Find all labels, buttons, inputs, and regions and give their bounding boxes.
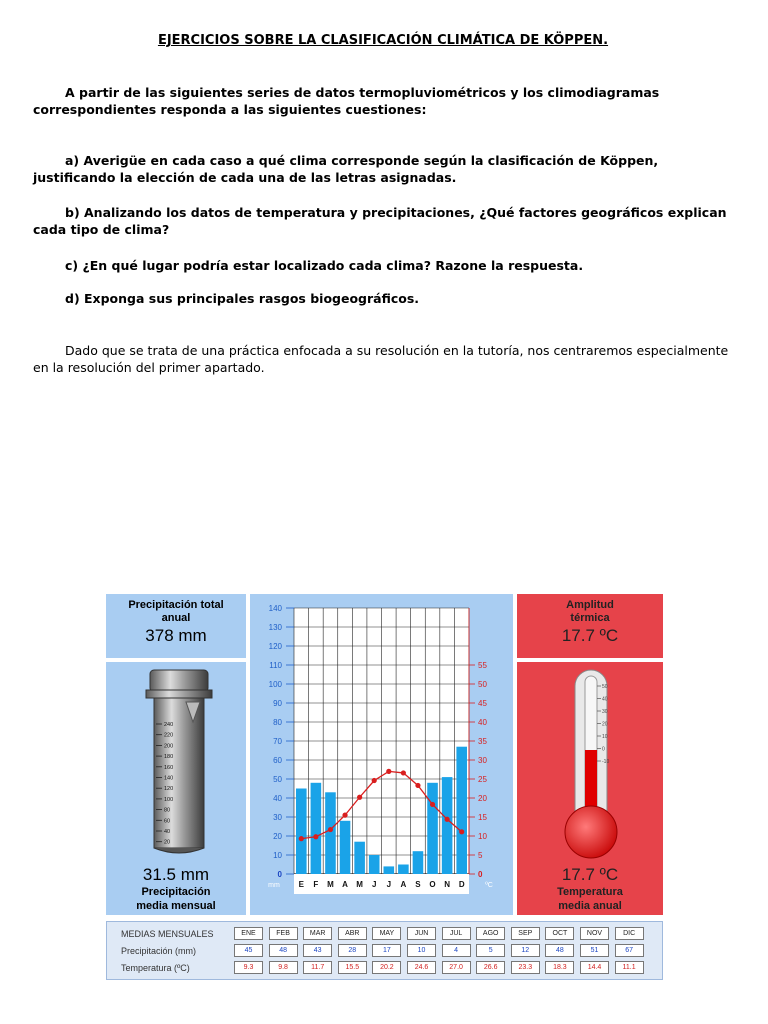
temp-point bbox=[459, 829, 464, 834]
temp-mean-panel bbox=[517, 662, 663, 915]
table-temp-cell: 15.5 bbox=[338, 961, 367, 974]
temp-point bbox=[386, 769, 391, 774]
thermo-tick-label: -10 bbox=[602, 759, 610, 765]
y-left-tick-label: 80 bbox=[273, 718, 282, 727]
temp-point bbox=[342, 813, 347, 818]
temp-point bbox=[415, 783, 420, 788]
note-paragraph: Dado que se trata de una práctica enfocada a su resolución en la tutoría, nos centraremos especialmente en la resolución del primer apartado. bbox=[33, 343, 729, 375]
amplitude-panel bbox=[517, 594, 663, 658]
climograph-chart bbox=[250, 594, 513, 915]
question-d: d) Exponga sus principales rasgos biogeográficos. bbox=[65, 291, 420, 306]
y-left-tick-label: 100 bbox=[268, 680, 282, 689]
table-month-cell: ENE bbox=[234, 927, 263, 940]
question-a: a) Averigüe en cada caso a qué clima corresponde según la clasificación de Köppen, justificando la elección de cada una de las letras asignadas. bbox=[33, 153, 659, 185]
gauge-tick-label: 20 bbox=[164, 839, 171, 846]
table-temp-cell: 11.7 bbox=[303, 961, 332, 974]
gauge-tick-label: 240 bbox=[164, 722, 174, 728]
temp-mean-label-1: Temperatura bbox=[557, 886, 623, 898]
temp-point bbox=[445, 817, 450, 822]
table-precip-cell: 12 bbox=[511, 944, 540, 957]
table-precip-cell: 51 bbox=[580, 944, 609, 957]
y-left-tick-label: 0 bbox=[277, 870, 282, 879]
rain-gauge-icon bbox=[106, 662, 246, 862]
document-title: EJERCICIOS SOBRE LA CLASIFICACIÓN CLIMÁTICA DE KÖPPEN. bbox=[157, 33, 609, 48]
y-right-tick-label: 10 bbox=[478, 832, 487, 841]
table-month-cell: FEB bbox=[269, 927, 298, 940]
y-left-tick-label: 130 bbox=[268, 623, 282, 632]
x-left-unit: mm bbox=[268, 882, 280, 889]
temp-point bbox=[357, 795, 362, 800]
y-left-tick-label: 110 bbox=[269, 661, 282, 670]
precip-total-value: 378 mm bbox=[145, 626, 207, 645]
table-precip-cell: 45 bbox=[234, 944, 263, 957]
y-left-tick-label: 60 bbox=[273, 756, 282, 765]
y-right-tick-label: 40 bbox=[478, 718, 487, 727]
table-precip-cell: 28 bbox=[338, 944, 367, 957]
table-month-cell: OCT bbox=[545, 927, 574, 940]
monthly-table bbox=[106, 921, 663, 980]
table-month-cell: JUL bbox=[442, 927, 471, 940]
gauge-tick-label: 40 bbox=[164, 829, 171, 835]
precip-total-panel bbox=[106, 594, 246, 658]
y-right-tick-label: 45 bbox=[478, 699, 487, 708]
gauge-tick-label: 160 bbox=[164, 764, 174, 771]
gauge-tick-label: 140 bbox=[164, 775, 174, 782]
amplitude-value: 17.7 ºC bbox=[561, 626, 619, 645]
temp-point bbox=[430, 802, 435, 807]
table-precip-cell: 17 bbox=[372, 944, 401, 957]
gauge-tick-label: 80 bbox=[164, 807, 171, 814]
month-label: D bbox=[458, 880, 465, 889]
temp-point bbox=[401, 770, 406, 775]
x-right-unit: ºC bbox=[485, 882, 493, 889]
y-left-tick-label: 20 bbox=[273, 832, 282, 841]
gauge-tick-label: 220 bbox=[164, 732, 174, 739]
table-precip-cell: 43 bbox=[303, 944, 332, 957]
precip-total-label-2: anual bbox=[161, 612, 191, 624]
intro-paragraph: A partir de las siguientes series de datos termopluviométricos y los climodiagramas correspondientes responda a las siguientes cuestiones: bbox=[33, 85, 660, 117]
month-label: J bbox=[386, 880, 392, 889]
precip-bar bbox=[311, 783, 322, 874]
month-label: O bbox=[429, 880, 436, 889]
gauge-tick-label: 60 bbox=[164, 818, 171, 825]
table-temp-cell: 11.1 bbox=[615, 961, 644, 974]
y-right-tick-label: 30 bbox=[478, 756, 487, 765]
table-temp-cell: 23.3 bbox=[511, 961, 540, 974]
table-precip-cell: 10 bbox=[407, 944, 436, 957]
table-precip-cell: 48 bbox=[269, 944, 298, 957]
y-left-tick-label: 40 bbox=[273, 794, 282, 803]
table-temp-cell: 20.2 bbox=[372, 961, 401, 974]
question-c: c) ¿En qué lugar podría estar localizado cada clima? Razone la respuesta. bbox=[65, 258, 584, 273]
y-left-tick-label: 10 bbox=[273, 851, 282, 860]
month-label: J bbox=[371, 880, 377, 889]
thermo-tick-label: 50 bbox=[602, 684, 608, 690]
gauge-tick-label: 100 bbox=[164, 796, 174, 803]
table-precip-cell: 67 bbox=[615, 944, 644, 957]
table-temp-cell: 9.8 bbox=[269, 961, 298, 974]
question-b: b) Analizando los datos de temperatura y precipitaciones, ¿Qué factores geográficos explican cada tipo de clima? bbox=[33, 205, 727, 237]
precip-bar bbox=[442, 777, 453, 874]
precip-bar bbox=[354, 842, 365, 874]
month-label: F bbox=[313, 880, 319, 889]
y-right-tick-label: 20 bbox=[478, 794, 487, 803]
y-left-tick-label: 140 bbox=[268, 604, 282, 613]
amplitude-label-2: térmica bbox=[570, 612, 610, 624]
table-temp-cell: 26.6 bbox=[476, 961, 505, 974]
table-month-cell: SEP bbox=[511, 927, 540, 940]
table-temp-cell: 18.3 bbox=[545, 961, 574, 974]
table-month-cell: DIC bbox=[615, 927, 644, 940]
table-month-cell: JUN bbox=[407, 927, 436, 940]
month-label: S bbox=[415, 880, 421, 889]
precip-bar bbox=[340, 821, 351, 874]
precip-bar bbox=[413, 851, 424, 874]
y-left-tick-label: 50 bbox=[273, 775, 282, 784]
precip-bar bbox=[296, 789, 307, 875]
table-temp-label: Temperatura (ºC) bbox=[121, 963, 190, 973]
thermo-tick-label: 20 bbox=[602, 721, 608, 728]
y-left-tick-label: 70 bbox=[273, 737, 282, 746]
thermometer-icon bbox=[517, 662, 663, 862]
month-strip bbox=[294, 874, 469, 894]
precip-bar bbox=[325, 792, 336, 874]
thermo-tick-label: 40 bbox=[602, 696, 608, 703]
document-body bbox=[33, 28, 733, 375]
gauge-tick-label: 180 bbox=[164, 754, 174, 761]
y-left-tick-label: 120 bbox=[268, 642, 282, 651]
y-left-tick-label: 90 bbox=[273, 699, 282, 708]
gauge-tick-label: 120 bbox=[164, 786, 174, 793]
precip-mean-value: 31.5 mm bbox=[142, 865, 210, 884]
thermo-tick-label: 10 bbox=[602, 734, 608, 740]
table-temp-cell: 9.3 bbox=[234, 961, 263, 974]
month-label: A bbox=[400, 880, 407, 889]
month-label: N bbox=[444, 880, 451, 889]
table-precip-cell: 4 bbox=[442, 944, 471, 957]
y-right-tick-label: 50 bbox=[478, 680, 487, 689]
y-right-tick-label: 25 bbox=[478, 775, 487, 784]
table-month-cell: ABR bbox=[338, 927, 367, 940]
y-right-tick-label: 35 bbox=[478, 737, 487, 746]
table-month-cell: MAR bbox=[303, 927, 332, 940]
climograph-panel bbox=[250, 594, 513, 915]
temp-point bbox=[313, 834, 318, 839]
month-label: E bbox=[298, 880, 304, 889]
thermo-tick-label: 0 bbox=[602, 746, 605, 753]
precip-bar bbox=[384, 866, 395, 874]
table-temp-cell: 24.6 bbox=[407, 961, 436, 974]
table-header-label: MEDIAS MENSUALES bbox=[121, 929, 214, 939]
month-label: M bbox=[356, 880, 363, 889]
y-right-tick-label: 0 bbox=[478, 870, 483, 879]
temp-point bbox=[299, 836, 304, 841]
table-temp-cell: 14.4 bbox=[580, 961, 609, 974]
table-precip-label: Precipitación (mm) bbox=[121, 946, 197, 956]
table-temp-cell: 27.0 bbox=[442, 961, 471, 974]
month-label: A bbox=[342, 880, 348, 889]
precip-total-label-1: Precipitación total bbox=[128, 599, 224, 611]
y-left-tick-label: 30 bbox=[273, 813, 282, 822]
table-month-cell: AGO bbox=[476, 927, 505, 940]
table-month-cell: MAY bbox=[372, 927, 401, 940]
temp-point bbox=[372, 778, 377, 783]
y-right-tick-label: 15 bbox=[478, 813, 487, 822]
table-precip-cell: 5 bbox=[476, 944, 505, 957]
precip-mean-label-1: Precipitación bbox=[141, 886, 211, 898]
climate-figure bbox=[104, 592, 665, 982]
precip-bar bbox=[427, 783, 438, 874]
gauge-tick-label: 200 bbox=[164, 743, 174, 750]
thermo-tick-label: 30 bbox=[602, 709, 608, 715]
table-precip-cell: 48 bbox=[545, 944, 574, 957]
y-right-tick-label: 55 bbox=[478, 661, 487, 670]
table-month-cell: NOV bbox=[580, 927, 609, 940]
month-label: M bbox=[327, 880, 334, 889]
y-right-tick-label: 5 bbox=[478, 851, 483, 860]
temp-point bbox=[328, 827, 333, 832]
precip-mean-label-2: media mensual bbox=[136, 900, 216, 912]
precip-bar bbox=[398, 865, 409, 875]
temp-mean-value: 17.7 ºC bbox=[561, 865, 619, 884]
amplitude-label-1: Amplitud bbox=[566, 599, 614, 611]
temp-mean-label-2: media anual bbox=[558, 900, 622, 912]
precip-bar bbox=[456, 747, 467, 874]
precip-bar bbox=[369, 855, 380, 874]
precip-mean-panel bbox=[106, 662, 246, 915]
